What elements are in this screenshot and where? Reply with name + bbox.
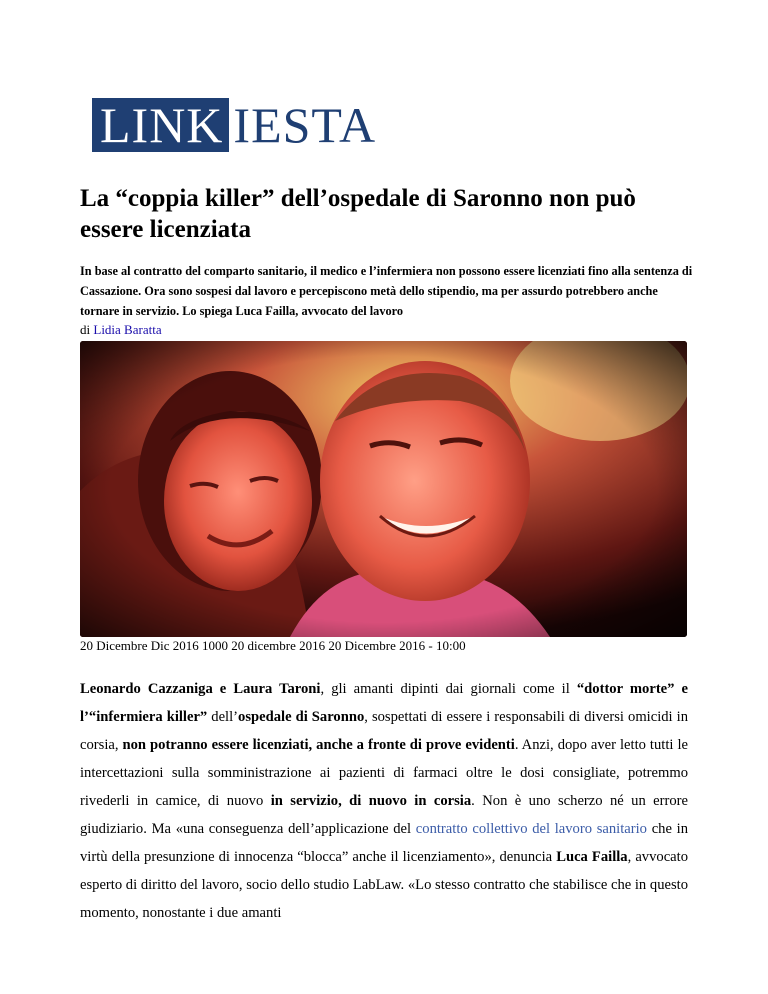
body-link[interactable]: contratto collettivo del lavoro sanitario (415, 821, 647, 837)
article-summary: In base al contratto del comparto sanitario, il medico e l’infermiera non possono essere licenziati fino alla sentenza di Cassazione. Ora sono sospesi dal lavoro e percepiscono metà dello stipendio, ma per assurdo potrebbero anche tornare in servizio. Lo spiega Luca Failla, avvocato del lavoro (80, 264, 693, 318)
author-link[interactable]: Lidia Baratta (93, 322, 162, 337)
article-title: La “coppia killer” dell’ospedale di Saronno non può essere licenziata (80, 185, 636, 243)
body-text: , sospettati di essere i responsabili di diversi omicidi in corsia, (80, 709, 689, 753)
couple-selfie-image (80, 341, 687, 637)
byline-prefix: di (80, 322, 91, 337)
article-photo (80, 341, 687, 637)
body-text: , avvocato esperto di diritto del lavoro, socio dello studio LabLaw. «Lo stesso contratto che stabilisce che in questo momento, nonostante i due amanti (80, 849, 688, 921)
article-date: 20 Dicembre Dic 2016 1000 20 dicembre 2016 20 Dicembre 2016 - 10:00 (80, 638, 466, 653)
logo-box-text: LINK (92, 98, 229, 152)
byline (80, 322, 162, 338)
logo-rest-text: IESTA (233, 97, 377, 153)
body-text: , gli amanti dipinti dai giornali come il (320, 681, 577, 697)
body-bold-text: Leonardo Cazzaniga e Laura Taroni (80, 681, 321, 697)
body-bold-text: non potranno essere licenziati, anche a fronte di prove evidenti (122, 737, 515, 753)
body-bold-text: in servizio, di nuovo in corsia (270, 793, 472, 809)
body-text: che in virtù della presunzione di innocenza “blocca” anche il licenziamento», denuncia (80, 821, 688, 865)
linkiesta-logo[interactable] (92, 98, 376, 152)
article-body (80, 675, 688, 927)
body-bold-text: ospedale di Saronno (238, 709, 365, 725)
body-text: dell’ (207, 709, 239, 725)
body-bold-text: Luca Failla (556, 849, 628, 865)
body-bold-text: “dottor morte” e l’“infermiera killer” (80, 681, 689, 725)
body-text: . Non è uno scherzo né un errore giudiziario. Ma «una conseguenza dell’applicazione del (80, 793, 689, 837)
body-text: . Anzi, dopo aver letto tutti le intercettazioni sulla somministrazione ai pazienti di farmaci oltre le dosi consigliate, potremmo rivederli in camice, di nuovo (80, 737, 688, 809)
